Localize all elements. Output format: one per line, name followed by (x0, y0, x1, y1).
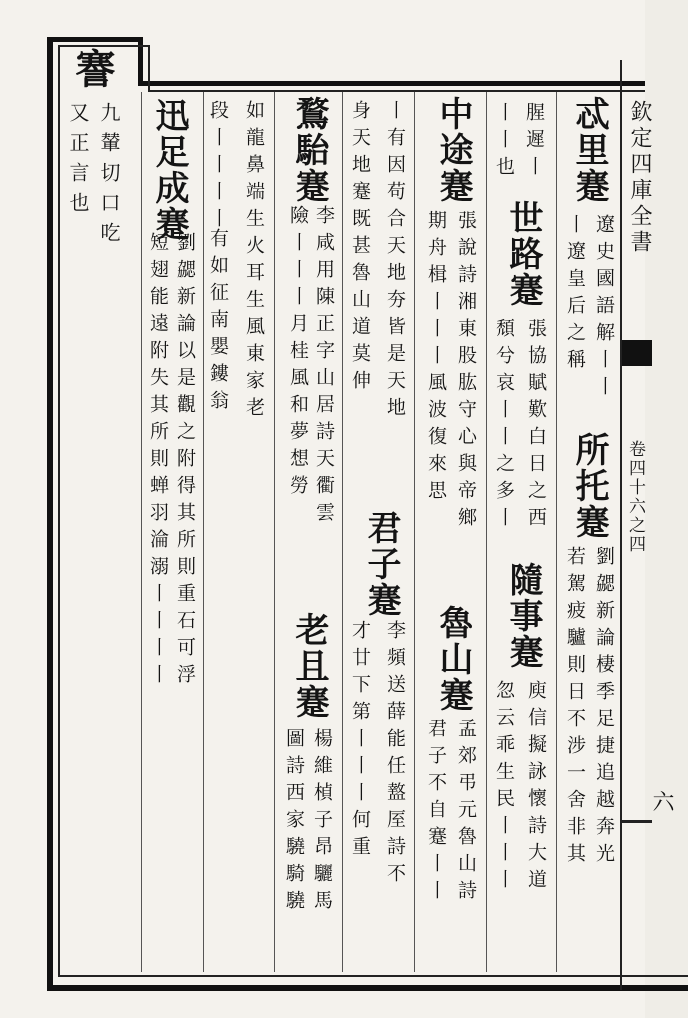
entry-term: 忒里蹇 (569, 96, 609, 204)
column-rule (486, 92, 487, 972)
frame-border (148, 45, 150, 92)
entry-note: 短翅能遠附失其所則蝉羽淪溺丨丨丨丨 (147, 232, 169, 691)
entry-note: 李咸用陳正字山居詩天衢雲 (313, 205, 335, 529)
head-gloss: 九輦切口吃 (97, 102, 121, 252)
frame-border (138, 81, 645, 86)
entry-term: 中途蹇 (433, 96, 473, 204)
entry-term: 世路蹇 (503, 200, 543, 308)
frame-border (47, 37, 143, 42)
frame-border (58, 975, 688, 977)
entry-note: 楊維楨子昂驪馬 (311, 728, 333, 917)
entry-note: 孟郊弔元魯山詩 (455, 718, 477, 907)
entry-note: 才廿下第丨丨丨何重 (349, 620, 371, 863)
entry-term: 迅足成蹇 (149, 98, 189, 242)
entry-note: 劉勰新論以是觀之附得其所則重石可浮 (174, 232, 196, 691)
entry-note: 身天地蹇既甚魯山道莫伸 (349, 100, 371, 397)
entry-note: 圖詩西家驍騎驍 (283, 728, 305, 917)
head-gloss: 又正言也 (66, 102, 90, 222)
volume-label: 卷四十六之四 (625, 440, 645, 554)
entry-note: 張協賦歎白日之西 (525, 318, 547, 534)
frame-border (58, 45, 60, 977)
entry-note: 頹兮哀丨丨之多丨 (493, 318, 515, 534)
column-rule (274, 92, 275, 972)
entry-note: 庾信擬詠懷詩大道 (525, 680, 547, 896)
entry-note: 丨丨也 (493, 102, 515, 183)
entry-note: 腥遲丨 (523, 102, 545, 183)
entry-note: 期舟楫丨丨丨風波復來思 (425, 210, 447, 507)
column-rule (414, 92, 415, 972)
entry-term: 所托蹇 (569, 432, 609, 540)
entry-term: 隨事蹇 (503, 562, 543, 670)
entry-note: 丨遼皇后之稱 (564, 214, 586, 376)
entry-note: 如龍鼻端生火耳生風東家老 (243, 100, 265, 424)
entry-note: 有如征南嬰鏤翁 (207, 228, 229, 417)
entry-term: 君子蹇 (361, 510, 401, 618)
entry-note: 忽云乖生民丨丨丨 (493, 680, 515, 896)
column-rule (203, 92, 204, 972)
column-rule (556, 92, 557, 972)
frame-border (47, 37, 53, 991)
head-character: 謇 (69, 48, 116, 88)
entry-note: 劉勰新論棲季足捷追越奔光 (593, 546, 615, 870)
entry-note: 若駕疲驢則日不涉一舍非其 (564, 546, 586, 870)
entry-term: 魯山蹇 (433, 605, 473, 713)
entry-note: 李頻送薛能任盩厔詩不 (384, 620, 406, 890)
frame-border (47, 985, 688, 991)
fishtail-mark (622, 340, 652, 366)
entry-note: 段丨丨丨丨 (207, 100, 229, 235)
entry-note: 張說詩湘東股肱守心與帝鄉 (455, 210, 477, 534)
entry-term: 鶩駘蹇 (289, 96, 329, 204)
column-rule (342, 92, 343, 972)
column-rule (141, 92, 142, 972)
frame-border (148, 90, 645, 92)
margin-rule (620, 60, 622, 990)
entry-note: 丨有因苟合天地夯皆是天地 (384, 100, 406, 424)
book-title: 欽定四庫全書 (627, 100, 652, 256)
page-number: 六 (649, 790, 674, 816)
frame-border (58, 45, 150, 47)
entry-note: 險丨丨丨月桂風和夢想勞 (287, 205, 309, 502)
entry-term: 老且蹇 (289, 612, 329, 720)
entry-note: 君子不自蹇丨丨 (425, 718, 447, 907)
entry-note: 遼史國語解丨丨 (593, 214, 615, 403)
margin-mark (622, 820, 652, 823)
